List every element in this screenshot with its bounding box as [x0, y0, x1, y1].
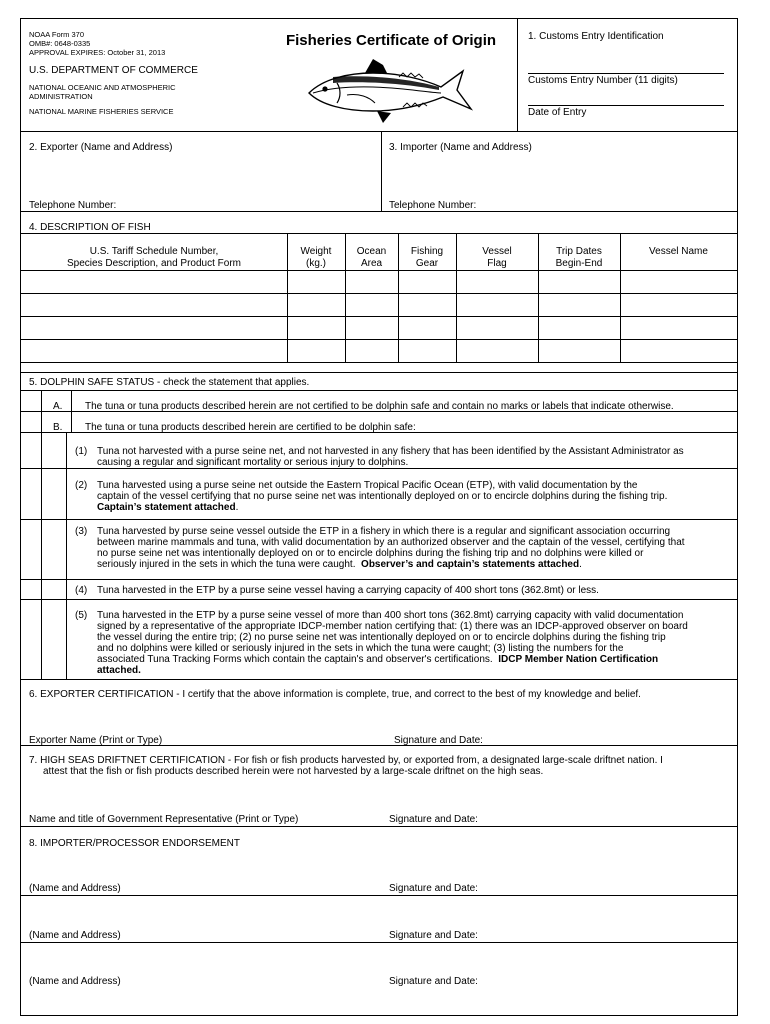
- exporter-telephone-label: Telephone Number:: [29, 200, 117, 211]
- endorsement-name-field-2[interactable]: [29, 899, 369, 927]
- statement-5-line6: attached.: [97, 665, 141, 676]
- col-weight-line2: (kg.): [306, 258, 326, 269]
- certificate-form: [20, 18, 738, 1016]
- importer-telephone-label: Telephone Number:: [389, 200, 477, 211]
- endorsement-signature-field-3[interactable]: [389, 946, 724, 974]
- fish-table-row[interactable]: [21, 271, 737, 293]
- customs-number-field[interactable]: [528, 73, 724, 74]
- col-gear-line2: Gear: [415, 258, 439, 269]
- statement-3-checkbox[interactable]: [42, 520, 66, 579]
- gov-rep-name-field[interactable]: [29, 783, 369, 811]
- endorsement-section-label: 8. IMPORTER/PROCESSOR ENDORSEMENT: [29, 838, 240, 849]
- importer-label: 3. Importer (Name and Address): [389, 142, 532, 153]
- fish-table-row[interactable]: [21, 317, 737, 339]
- option-b-letter: B.: [53, 422, 63, 433]
- statement-1-checkbox[interactable]: [42, 433, 66, 468]
- importer-name-address-field[interactable]: [382, 149, 736, 197]
- form-title: Fisheries Certificate of Origin: [285, 32, 497, 49]
- agency-line-2: ADMINISTRATION: [29, 92, 93, 101]
- statement-5-line3: the vessel during the entire trip; (2) no purse seine net was intentionally deployed on or to encircle dolphins during the fishing trip: [97, 632, 666, 643]
- col-ocean-line2: Area: [360, 258, 383, 269]
- option-a-checkbox[interactable]: [22, 391, 41, 410]
- omb-number: OMB#: 0648-0335: [29, 39, 91, 48]
- col-vessel-name: Vessel Name: [649, 246, 708, 257]
- tuna-fish-icon: [303, 57, 475, 125]
- col-trip-line2: Begin-End: [555, 258, 603, 269]
- endorsement-name-label-1: (Name and Address): [29, 883, 121, 894]
- exporter-name-label: Exporter Name (Print or Type): [29, 735, 163, 746]
- option-b-text: The tuna or tuna products described herein are certified to be dolphin safe:: [85, 422, 416, 433]
- option-a-text: The tuna or tuna products described herein are not certified to be dolphin safe and contain no marks or labels that indicate otherwise.: [85, 401, 674, 412]
- statement-2-line1: Tuna harvested using a purse seine net outside the Eastern Tropical Pacific Ocean (ETP), with valid documentation by the: [97, 480, 638, 491]
- endorsement-name-field-3[interactable]: [29, 946, 369, 974]
- statement-2-number: (2): [75, 480, 88, 491]
- exporter-name-field[interactable]: [29, 707, 369, 733]
- department-name: U.S. DEPARTMENT OF COMMERCE: [29, 65, 198, 76]
- observers-statements-attached: Observer’s and captain’s statements attached: [361, 559, 580, 570]
- gov-rep-signature-field[interactable]: [389, 783, 724, 811]
- endorsement-signature-field-1[interactable]: [389, 853, 724, 881]
- col-trip-line1: Trip Dates: [556, 246, 602, 257]
- statement-1-line2: causing a regular and significant mortality or serious injury to dolphins.: [97, 457, 409, 468]
- exporter-name-address-field[interactable]: [22, 149, 380, 197]
- exporter-signature-label: Signature and Date:: [394, 735, 483, 746]
- driftnet-line1: 7. HIGH SEAS DRIFTNET CERTIFICATION - For fish or fish products harvested by, or exported from, a designated large-scale driftnet nation. I: [29, 755, 663, 766]
- endorsement-signature-label-3: Signature and Date:: [389, 976, 478, 987]
- statement-3-line3: no purse seine net was intentionally deployed on or to encircle dolphins during the fishing trip and no dolphins were killed or: [97, 548, 644, 559]
- dolphin-section-label: 5. DOLPHIN SAFE STATUS - check the statement that applies.: [29, 377, 310, 388]
- agency-line-1: NATIONAL OCEANIC AND ATMOSPHERIC: [29, 83, 176, 92]
- statement-3-number: (3): [75, 526, 88, 537]
- fish-section-label: 4. DESCRIPTION OF FISH: [29, 222, 151, 233]
- date-of-entry-field[interactable]: [528, 105, 724, 106]
- gov-rep-signature-label: Signature and Date:: [389, 814, 478, 825]
- col-flag-line1: Vessel: [482, 246, 512, 257]
- gov-rep-name-label: Name and title of Government Representative (Print or Type): [29, 814, 299, 825]
- customs-id-label: 1. Customs Entry Identification: [528, 31, 664, 42]
- col-flag-line2: Flag: [487, 258, 507, 269]
- statement-4-line1: Tuna harvested in the ETP by a purse seine vessel having a carrying capacity of 400 short tons (362.8mt) or less.: [97, 585, 599, 596]
- endorsement-name-label-2: (Name and Address): [29, 930, 121, 941]
- customs-number-label: Customs Entry Number (11 digits): [528, 75, 678, 86]
- statement-5-checkbox[interactable]: [42, 600, 66, 679]
- endorsement-signature-field-2[interactable]: [389, 899, 724, 927]
- col-gear-line1: Fishing: [410, 246, 444, 257]
- statement-5-line5: associated Tuna Tracking Forms which contain the captain's and observer's certifications. IDCP Member Nation Certification: [97, 654, 659, 665]
- endorsement-name-label-3: (Name and Address): [29, 976, 121, 987]
- statement-2-line2: captain of the vessel certifying that no purse seine net was intentionally deployed on or to encircle dolphins during the fishing trip.: [97, 491, 668, 502]
- statement-5-line4: and no dolphins were killed or seriously injured in the sets in which the tuna were caught; (3) listing the numbers for the: [97, 643, 624, 654]
- statement-3-line4: seriously injured in the sets in which the tuna were caught. Observer’s and captain’s statements attached.: [97, 559, 582, 570]
- exporter-label: 2. Exporter (Name and Address): [29, 142, 173, 153]
- statement-4-checkbox[interactable]: [42, 580, 66, 599]
- captains-statement-attached: Captain’s statement attached: [97, 502, 236, 513]
- date-of-entry-label: Date of Entry: [528, 107, 587, 118]
- approval-expires: APPROVAL EXPIRES: October 31, 2013: [29, 48, 166, 57]
- exporter-signature-field[interactable]: [394, 707, 724, 733]
- fish-table-row[interactable]: [21, 294, 737, 316]
- endorsement-signature-label-1: Signature and Date:: [389, 883, 478, 894]
- statement-1-number: (1): [75, 446, 88, 457]
- statement-2-line3: Captain’s statement attached.: [97, 502, 239, 513]
- col-tariff-line2: Species Description, and Product Form: [67, 258, 241, 269]
- col-weight-line1: Weight: [300, 246, 332, 257]
- endorsement-signature-label-2: Signature and Date:: [389, 930, 478, 941]
- statement-4-number: (4): [75, 585, 88, 596]
- fish-table-row[interactable]: [21, 340, 737, 362]
- statement-3-line1: Tuna harvested by purse seine vessel outside the ETP in a fishery in which there is a regular and significant association occurring: [97, 526, 671, 537]
- form-number: NOAA Form 370: [29, 30, 85, 39]
- col-tariff-line1: U.S. Tariff Schedule Number,: [89, 246, 219, 257]
- option-b-checkbox[interactable]: [22, 412, 41, 431]
- idcp-certification-attached: IDCP Member Nation Certification: [498, 654, 659, 665]
- statement-5-number: (5): [75, 610, 88, 621]
- service-name: NATIONAL MARINE FISHERIES SERVICE: [29, 107, 174, 116]
- col-ocean-line1: Ocean: [356, 246, 387, 257]
- statement-3-line2: between marine mammals and tuna, with valid documentation by an authorized observer and the captain of the vessel, certifying that: [97, 537, 685, 548]
- endorsement-name-field-1[interactable]: [29, 853, 369, 881]
- statement-2-checkbox[interactable]: [42, 469, 66, 519]
- exporter-certification-text: 6. EXPORTER CERTIFICATION - I certify that the above information is complete, true, and correct to the best of my knowledge and belief.: [29, 689, 641, 700]
- statement-1-line1: Tuna not harvested with a purse seine net, and not harvested in any fishery that has been identified by the Assistant Administrator as: [97, 446, 684, 457]
- option-a-letter: A.: [53, 401, 63, 412]
- statement-5-line2: signed by a representative of the appropriate IDCP-member nation certifying that: (1) there was an IDCP-approved observer on board: [97, 621, 688, 632]
- statement-5-line1: Tuna harvested in the ETP by a purse seine vessel of more than 400 short tons (362.8mt) carrying capacity with valid documentation: [97, 610, 684, 621]
- driftnet-line2: attest that the fish or fish products described herein were not harvested by a large-scale driftnet on the high seas.: [43, 766, 544, 777]
